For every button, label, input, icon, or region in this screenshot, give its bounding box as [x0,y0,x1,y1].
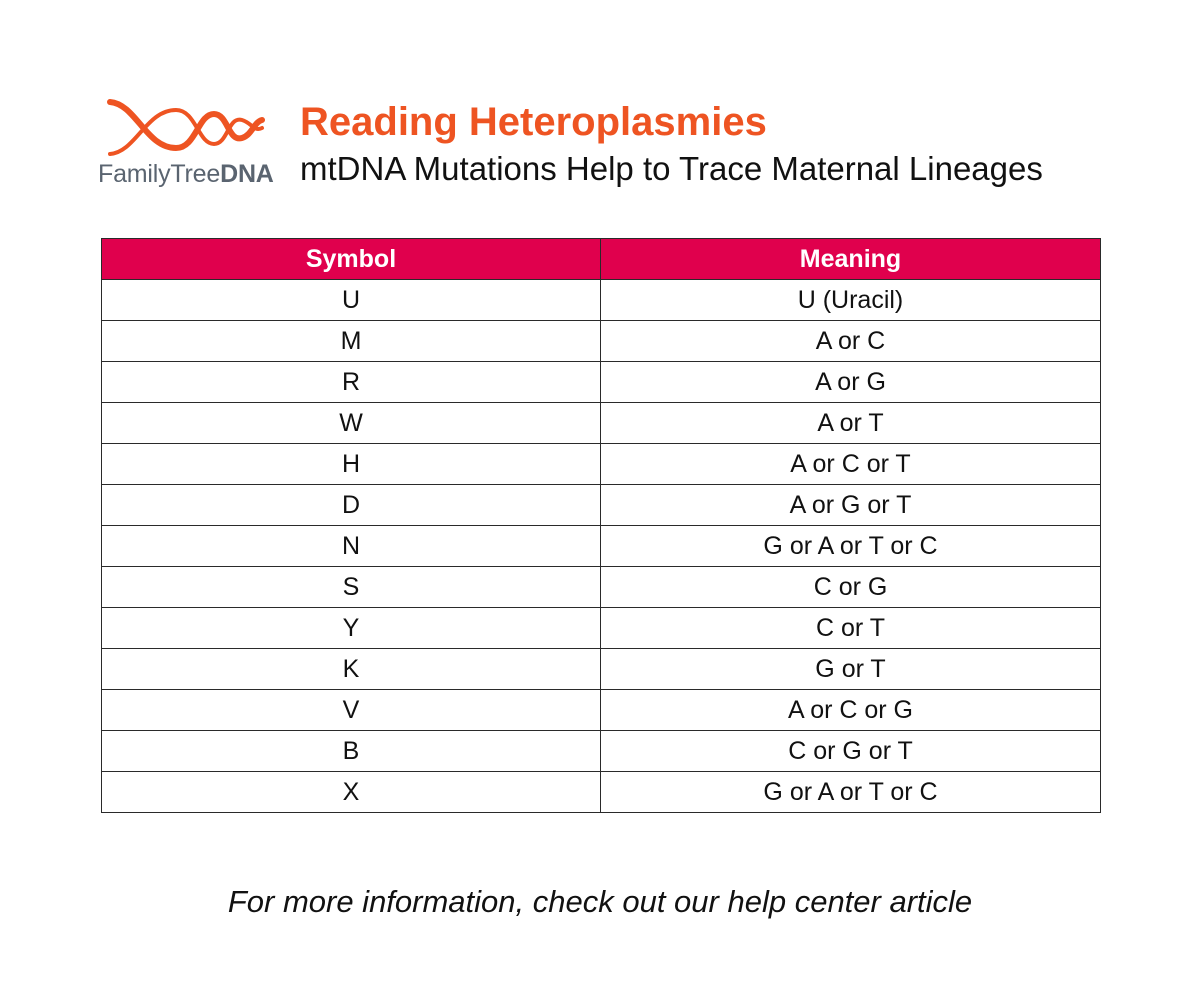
logo-wordmark [98,160,274,189]
symbol-cell: W [102,403,601,444]
symbol-cell: N [102,526,601,567]
meaning-cell: C or G [601,567,1101,608]
table-row [102,280,1101,321]
column-header-meaning: Meaning [601,239,1101,280]
table-row [102,649,1101,690]
meaning-cell: A or C or T [601,444,1101,485]
symbol-cell: Y [102,608,601,649]
symbol-cell: H [102,444,601,485]
logo-text-bold: DNA [220,160,274,188]
symbol-cell: R [102,362,601,403]
symbol-table [101,238,1101,813]
meaning-cell: G or A or T or C [601,772,1101,813]
symbol-cell: D [102,485,601,526]
symbol-cell: U [102,280,601,321]
meaning-cell: G or T [601,649,1101,690]
table-row [102,526,1101,567]
table-row [102,772,1101,813]
page-subtitle: mtDNA Mutations Help to Trace Maternal Lineages [300,150,1043,187]
logo-text-regular: FamilyTree [98,160,221,188]
meaning-cell: U (Uracil) [601,280,1101,321]
column-header-symbol: Symbol [102,239,601,280]
table-row [102,362,1101,403]
table-row [102,567,1101,608]
meaning-cell: A or C [601,321,1101,362]
table-header-row [102,239,1101,280]
meaning-cell: G or A or T or C [601,526,1101,567]
table-row [102,608,1101,649]
symbol-cell: S [102,567,601,608]
meaning-cell: C or G or T [601,731,1101,772]
symbol-cell: K [102,649,601,690]
meaning-cell: A or G [601,362,1101,403]
meaning-cell: A or T [601,403,1101,444]
familytreedna-logo[interactable] [98,98,274,190]
meaning-cell: C or T [601,608,1101,649]
table-row [102,690,1101,731]
help-center-note: For more information, check out our help center article [227,884,973,919]
dna-helix-icon [106,98,266,158]
meaning-cell: A or C or G [601,690,1101,731]
meaning-cell: A or G or T [601,485,1101,526]
symbol-cell: V [102,690,601,731]
table-row [102,444,1101,485]
page-title: Reading Heteroplasmies [300,100,767,144]
symbol-cell: M [102,321,601,362]
symbol-cell: B [102,731,601,772]
table-row [102,731,1101,772]
symbol-cell: X [102,772,601,813]
table-row [102,321,1101,362]
table-row [102,403,1101,444]
table-row [102,485,1101,526]
